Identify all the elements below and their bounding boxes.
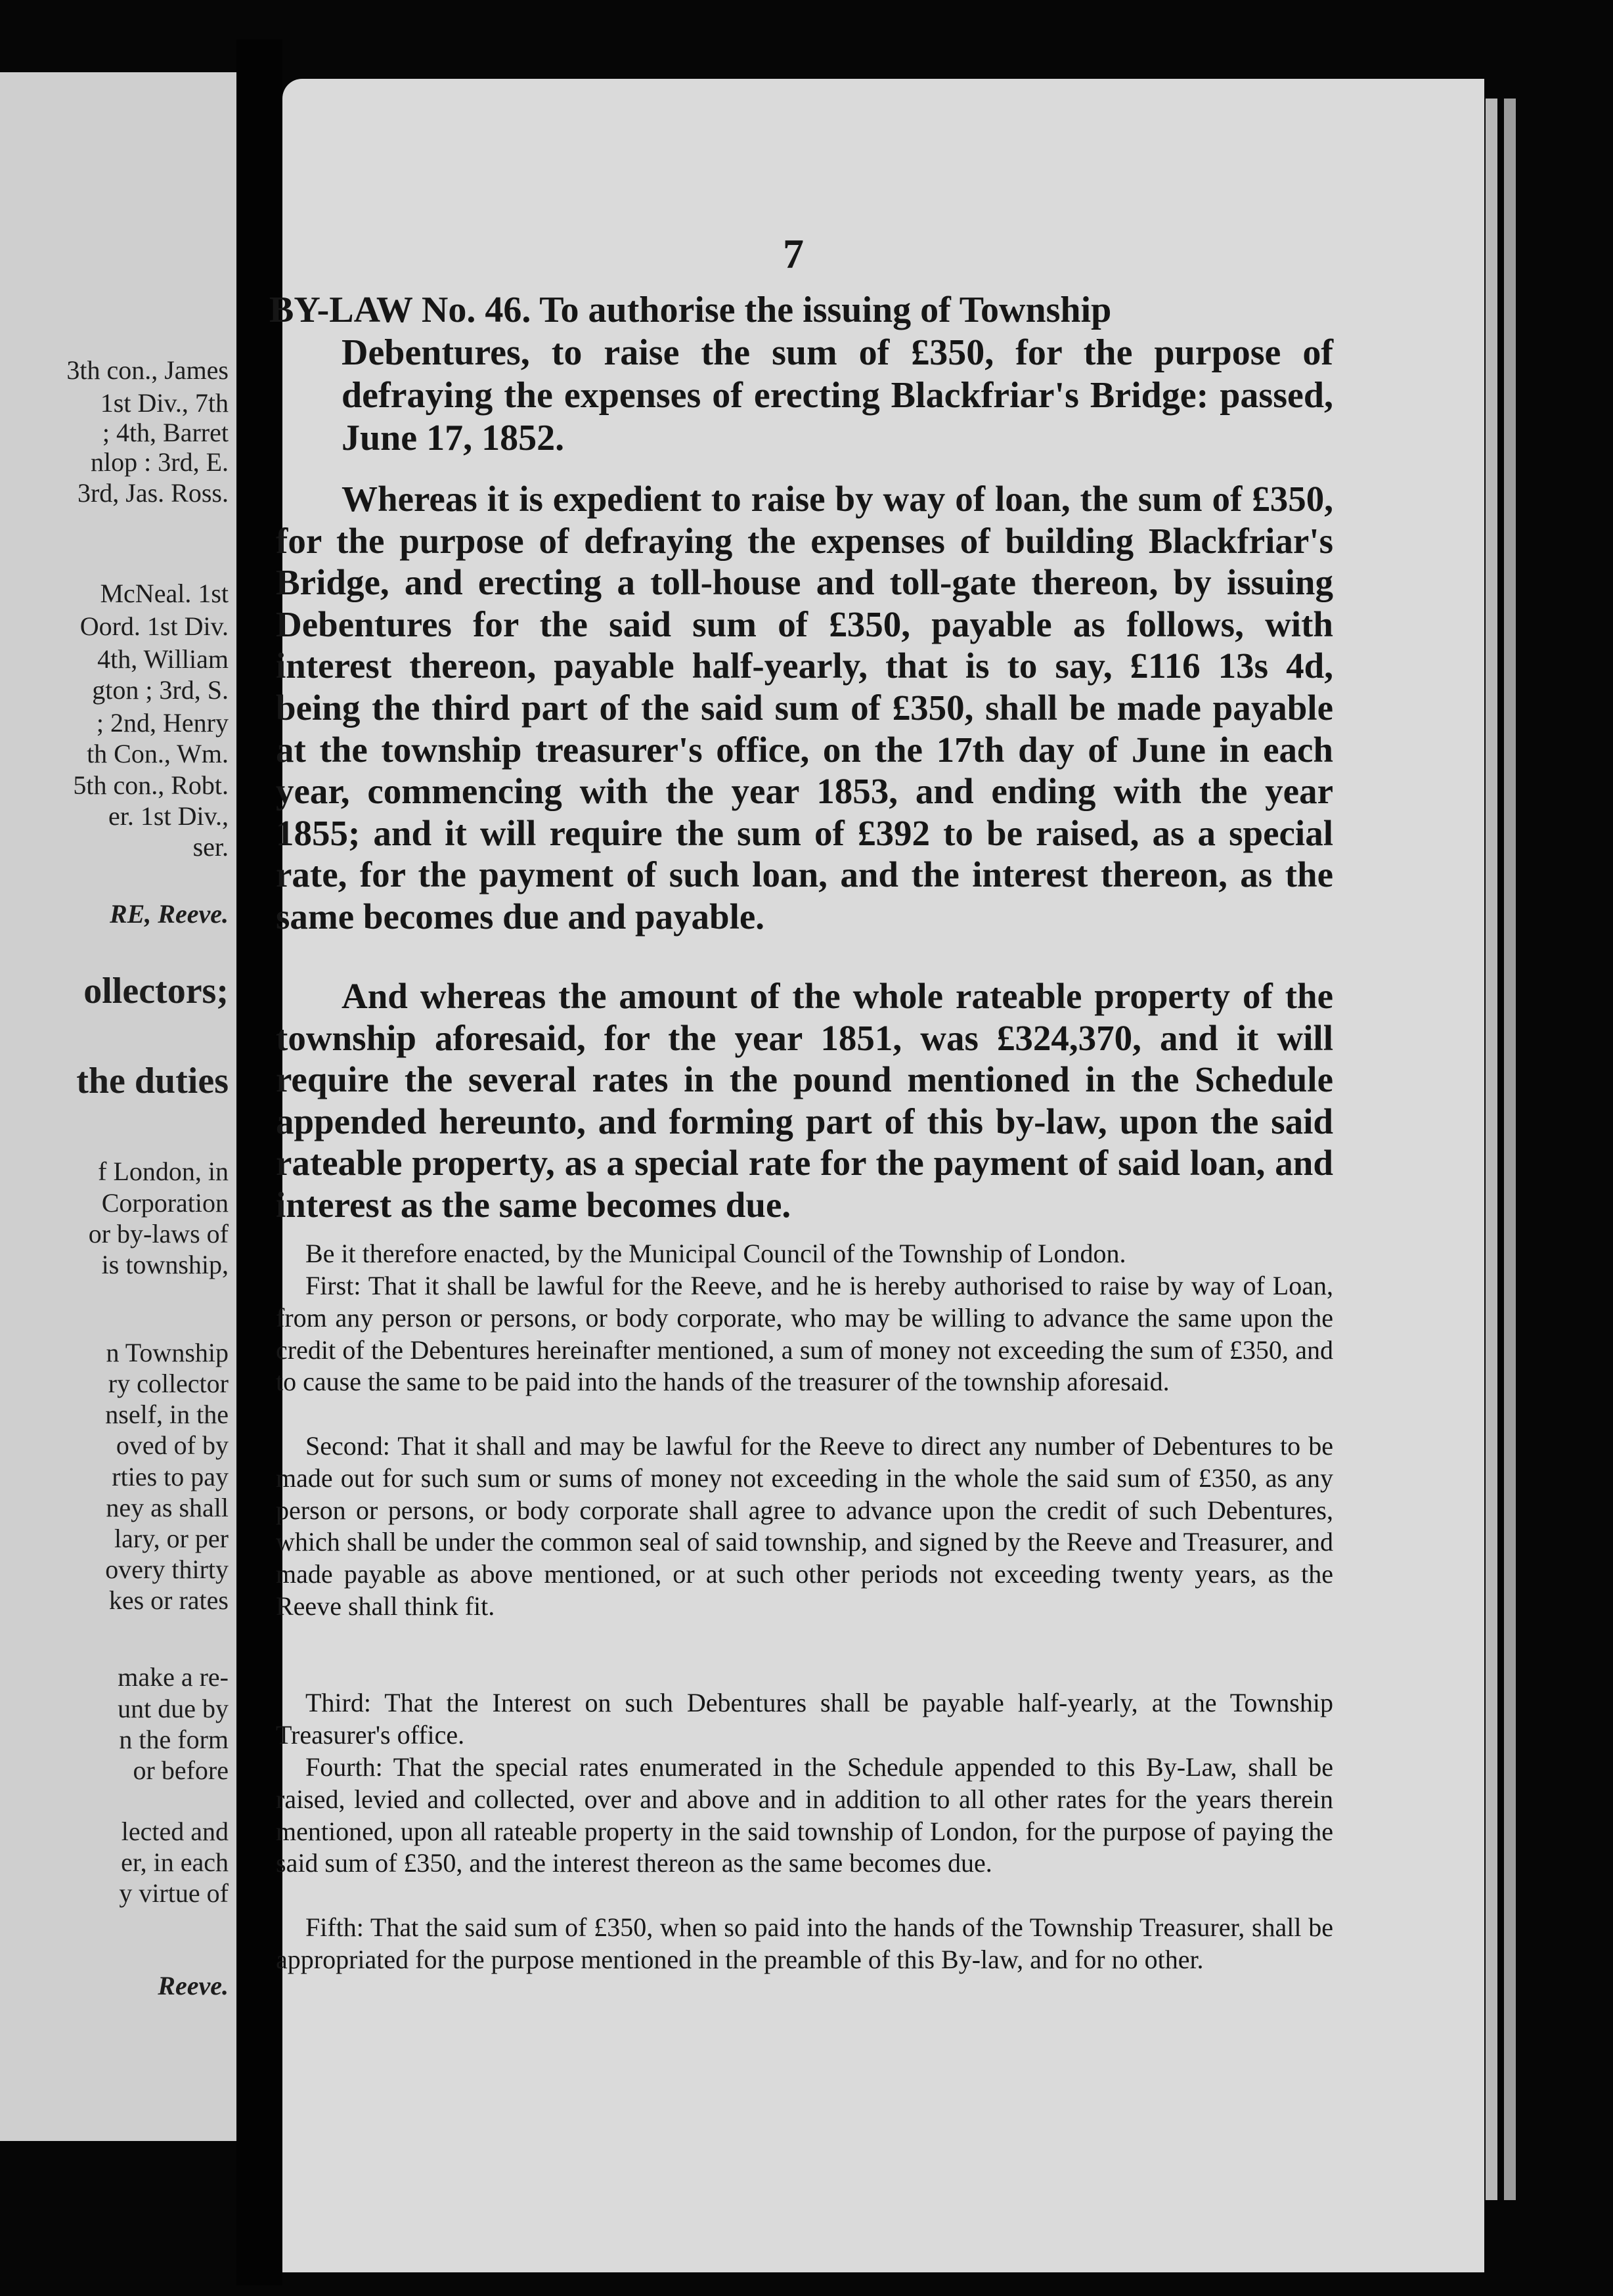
heading-rest: Debentures, to raise the sum of £350, for the purpose of defraying the expenses of erecting Blackfriar's Bridge: passed, June 17, 1852. (342, 332, 1333, 458)
left-page-line: y virtue of (119, 1878, 229, 1908)
preamble-paragraph: And whereas the amount of the whole rateable property of the township aforesaid, for the year 1851, was £324,370, and it will require the several rates in the pound mentioned in the Schedule appended hereunto, and forming part of this by-law, upon the said rateable property, as a special rate for the payment of said loan, and interest as the same becomes due. (276, 976, 1333, 1225)
left-page-line: overy thirty (105, 1555, 229, 1584)
left-page-line: ney as shall (106, 1493, 229, 1522)
left-page-line: ser. (192, 832, 229, 862)
left-page-line: oved of by (116, 1430, 229, 1460)
left-page-line: f London, in (98, 1157, 229, 1186)
left-page-line: th Con., Wm. (87, 739, 229, 768)
left-page (0, 72, 236, 2141)
left-page-line: n the form (119, 1725, 229, 1754)
clause-third: Third: That the Interest on such Debentures shall be payable half-yearly, at the Township Treasurer's office. (276, 1688, 1333, 1750)
preamble-paragraph: Whereas it is expedient to raise by way of loan, the sum of £350, for the purpose of defraying the expenses of building Blackfriar's Bridge, and erecting a toll-house and toll-gate thereon, by issuing Debentures for the said sum of £350, payable as follows, with interest thereon, payable half-yearly, that is to say, £116 13s 4d, being the third part of the said sum of £350, shall be made payable at the township treasurer's office, on the 17th day of June in each year, commencing with the year 1853, and ending with the year 1855; and it will require the sum of £392 to be raised, as a special rate, for the payment of such loan, and the interest thereon, as the same becomes due and payable. (276, 479, 1333, 937)
left-page-line: gton ; 3rd, S. (92, 675, 229, 705)
left-page-line: or by-laws of (88, 1219, 229, 1248)
bylaw-heading (269, 289, 1333, 460)
left-page-line: nlop : 3rd, E. (91, 447, 229, 477)
heading-line: BY-LAW No. 46. To authorise the issuing of Township (269, 290, 1112, 330)
left-page-line: nself, in the (105, 1400, 229, 1429)
page-edge (1486, 99, 1497, 2200)
enactment-intro: Be it therefore enacted, by the Municipal Council of the Township of London. (305, 1239, 1126, 1268)
left-page-line: unt due by (118, 1694, 229, 1723)
left-page-line: ry collector (108, 1369, 229, 1398)
left-page-line: er, in each (121, 1847, 229, 1877)
left-page-line: 1st Div., 7th (100, 388, 229, 418)
left-page-line: 4th, William (97, 644, 229, 674)
left-page-line: McNeal. 1st (100, 579, 229, 608)
left-page-line: ollectors; (83, 971, 229, 1011)
left-page-line: 3rd, Jas. Ross. (77, 478, 229, 508)
left-page-line: ; 4th, Barret (102, 418, 229, 447)
left-page-line: er. 1st Div., (108, 801, 229, 831)
clause-fifth: Fifth: That the said sum of £350, when so paid into the hands of the Township Treasurer, shall be appropriated for the purpose mentioned in the preamble of this By-law, and for no other. (276, 1912, 1333, 1974)
left-page-line: Reeve. (158, 1971, 229, 2000)
left-page-line: 3th con., James (66, 355, 229, 385)
clause-first: First: That it shall be lawful for the Reeve, and he is hereby authorised to raise by way of Loan, from any person or persons, or body corporate, who may be willing to advance the same upon the credit of the Debentures hereinafter mentioned, a sum of money not exceeding the sum of £350, and to cause the same to be paid into the hands of the treasurer of the township aforesaid. (276, 1271, 1333, 1397)
clause-fourth: Fourth: That the special rates enumerated in the Schedule appended to this By-Law, shall be raised, levied and collected, over and above and in addition to all other rates for the years therein mentioned, upon all rateable property in the said township of London, for the purpose of paying the said sum of £350, and the interest thereon as the same becomes due. (276, 1752, 1333, 1878)
left-page-line: or before (133, 1755, 229, 1785)
left-page-line: Corporation (101, 1188, 229, 1218)
left-page-line: is township, (101, 1250, 229, 1279)
page-number: 7 (783, 231, 804, 277)
left-page-line: n Township (106, 1338, 229, 1367)
left-page-line: kes or rates (108, 1585, 229, 1615)
left-page-line: Oord. 1st Div. (79, 611, 229, 641)
clause-second: Second: That it shall and may be lawful for the Reeve to direct any number of Debentures to be made out for such sum or sums of money not exceeding in the whole the said sum of £350, as any person or persons, or body corporate shall agree to advance upon the credit of such Debentures, which shall be under the common seal of said township, and signed by the Reeve and Treasurer, and made payable as above mentioned, or at such other periods not exceeding twenty years, as the Reeve shall think fit. (276, 1431, 1333, 1621)
left-page-line: lary, or per (114, 1524, 229, 1553)
left-page-line: rties to pay (112, 1462, 229, 1491)
left-page-line: 5th con., Robt. (73, 770, 229, 800)
left-page-line: RE, Reeve. (109, 899, 229, 929)
left-page-line: the duties (76, 1061, 229, 1101)
page-edge (1504, 99, 1516, 2200)
left-page-line: ; 2nd, Henry (96, 708, 229, 738)
left-page-line: make a re- (118, 1662, 229, 1692)
left-page-line: lected and (121, 1817, 229, 1846)
